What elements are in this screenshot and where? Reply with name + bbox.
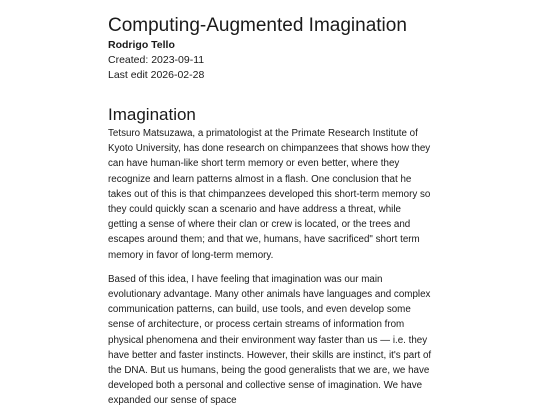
author-name: Rodrigo Tello xyxy=(108,39,175,51)
document-title: Computing-Augmented Imagination xyxy=(108,15,407,36)
paragraph: Tetsuro Matsuzawa, a primatologist at the Primate Research Institute of Kyoto University, has done research on chimpanzees that shows how they can have human-like short term memory or even better, where they recognize and learn patterns almost in a flash. One conclusion that he takes out of this is that chimpanzees developed this short-term memory so they could quickly scan a scenario and have address a threat, while getting a sense of where their clan or crew is located, or the trees and escapes around them; and that we, humans, have sacrificed" short term memory in favor of long-term memory. xyxy=(108,128,431,261)
section-heading: Imagination xyxy=(108,105,196,124)
last-edit-date: Last edit 2026-02-28 xyxy=(108,69,205,81)
document-content xyxy=(108,14,433,405)
paragraph: Based of this idea, I have feeling that imagination was our main evolutionary advantage. Many other animals have languages and complex communication patterns, can build, use tools, and even develop some sense of architecture, or process certain streams of information from physical phenomena and their environment way faster than us — i.e. they have better and faster instincts. However, their skills are instinct, it's part of the DNA. But us humans, being the good generalists that we are, we have developed both a personal and collective sense of imagination. We have expanded our sense of space xyxy=(108,273,432,405)
created-date: Created: 2023-09-11 xyxy=(108,54,205,66)
